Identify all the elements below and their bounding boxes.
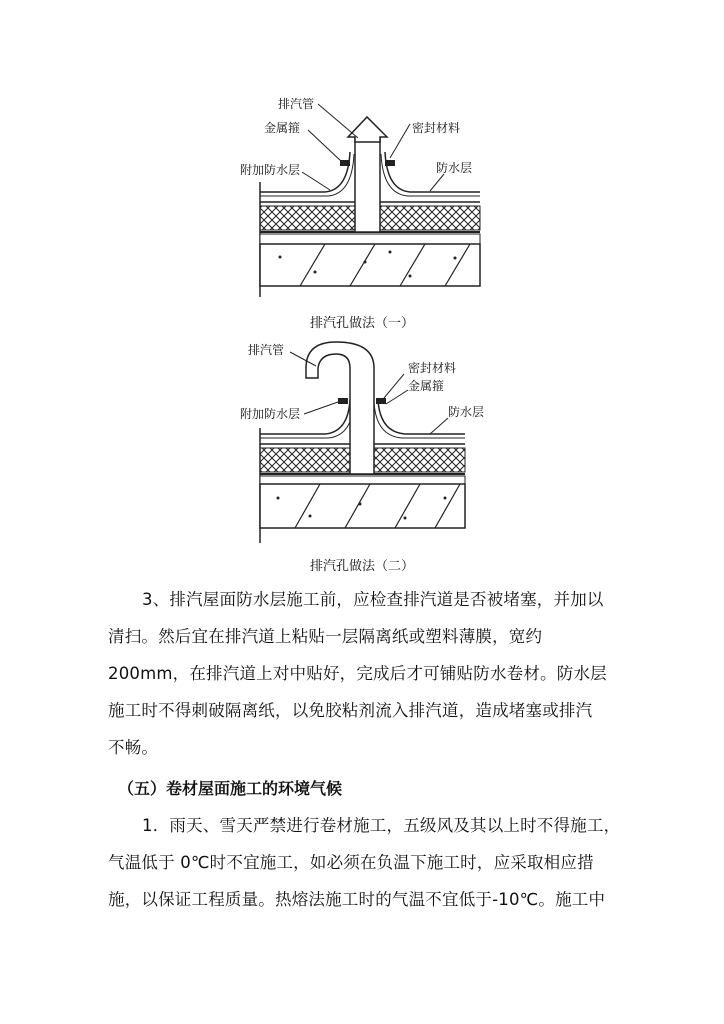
paragraph-line: 施工时不得刺破隔离纸，以免胶粘剂流入排汽道，造成堵塞或排汽 xyxy=(108,701,593,720)
paragraph-line: 1．雨天、雪天严禁进行卷材施工，五级风及其以上时不得施工， xyxy=(142,816,621,835)
label-sealant: 密封材料 xyxy=(412,121,461,135)
vent-diagram-1 xyxy=(240,92,500,302)
paragraph-line: 施，以保证工程质量。热熔法施工时的气温不宜低于-10℃。施工中 xyxy=(108,890,606,909)
label-pipe: 排汽管 xyxy=(248,343,285,357)
paragraph-line: 不畅。 xyxy=(108,738,159,757)
figure-1-caption: 排汽孔做法（一） xyxy=(309,316,414,331)
figure-1 xyxy=(240,92,500,302)
section-heading: （五）卷材屋面施工的环境气候 xyxy=(118,779,343,798)
label-waterproof-layer: 防水层 xyxy=(436,161,473,175)
paragraph-line: 3、排汽屋面防水层施工前，应检查排汽道是否被堵塞，并加以 xyxy=(142,590,604,609)
paragraph-line: 气温低于 0℃时不宜施工，如必须在负温下施工时，应采取相应措 xyxy=(108,853,594,872)
label-waterproof-layer: 防水层 xyxy=(448,405,485,419)
paragraph-line: 200mm，在排汽道上对中贴好，完成后才可铺贴防水卷材。防水层 xyxy=(108,664,607,683)
figure-2-caption: 排汽孔做法（二） xyxy=(309,559,414,574)
label-metal-hoop: 金属箍 xyxy=(264,121,301,135)
vent-diagram-2 xyxy=(240,338,500,548)
paragraph-line: 清扫。然后宜在排汽道上粘贴一层隔离纸或塑料薄膜，宽约 xyxy=(108,627,543,646)
label-extra-layer: 附加防水层 xyxy=(240,407,301,421)
label-pipe: 排汽管 xyxy=(278,97,315,111)
label-metal-hoop: 金属箍 xyxy=(408,379,445,393)
label-sealant: 密封材料 xyxy=(408,361,457,375)
figure-2 xyxy=(240,338,500,548)
label-extra-layer: 附加防水层 xyxy=(240,163,301,177)
